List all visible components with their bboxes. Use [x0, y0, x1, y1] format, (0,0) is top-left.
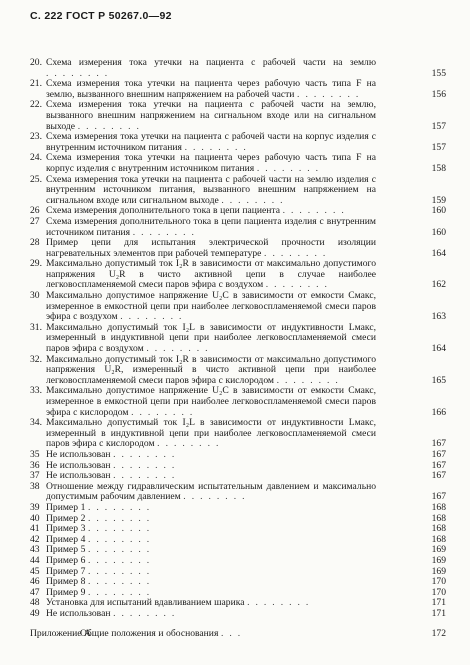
toc-entry [0, 323, 470, 355]
entry-title: Пример 1 ........ [46, 501, 156, 513]
entry-title: Пример 7 ........ [46, 565, 156, 577]
toc-entry [0, 132, 470, 153]
entry-title: Схема измерения тока утечки на пациента с рабочей части на землю изделия с внутренним источником питания, вызванного внешним напряжением на сигнальном входе или сигнальном выходе ........ [46, 173, 376, 206]
entry-page-number: 156 [431, 88, 446, 100]
entry-number: 37 [30, 470, 40, 482]
toc-entry [0, 386, 470, 418]
toc-entry [0, 79, 470, 100]
entry-number: 49 [30, 607, 40, 619]
entry-title: Пример 4 ........ [46, 533, 156, 545]
entry-page-number: 169 [431, 565, 446, 577]
appendix-title: Общие положения и обоснования ... [80, 628, 247, 640]
entry-title: Пример 3 ........ [46, 523, 156, 535]
toc-entry [0, 355, 470, 387]
entry-page-number: 167 [431, 470, 446, 482]
entry-page-number: 169 [431, 544, 446, 556]
entry-page-number: 168 [431, 512, 446, 524]
entry-title: Максимально допустимый ток I₂L в зависимости от индуктивности Lмакс, измеренный в индуктивной цепи при наиболее легковоспламеняемой смеси паров эфира с кислородом ........ [46, 417, 376, 450]
entry-number: 43 [30, 544, 40, 556]
entry-title: Пример 5 ........ [46, 544, 156, 556]
entry-page-number: 157 [431, 141, 446, 153]
entry-title: Не использован ........ [46, 448, 181, 460]
toc-entry [0, 175, 470, 207]
toc-entry [0, 259, 470, 291]
table-of-contents [0, 58, 470, 640]
entry-number: 47 [30, 586, 40, 598]
entry-number: 40 [30, 512, 40, 524]
entry-page-number: 164 [431, 247, 446, 259]
entry-number: 42 [30, 533, 40, 545]
entry-title: Максимально допустимое напряжение U₂C в зависимости от емкости Cмакс, измеренное в емкостной цепи при наиболее легковоспламеняемой смеси паров эфира с кислородом ........ [46, 385, 376, 418]
appendix-label: Приложение А [30, 628, 91, 640]
entry-number: 33. [30, 385, 42, 397]
entry-page-number: 160 [431, 226, 446, 238]
entry-title: Пример цепи для испытания электрической прочности изоляции нагревательных элементов при рабочей температуре ........ [46, 237, 376, 259]
entry-number: 45 [30, 565, 40, 577]
entry-number: 29. [30, 258, 42, 270]
entry-title: Пример 8 ........ [46, 576, 156, 588]
entry-title: Не использован ........ [46, 470, 181, 482]
entry-number: 39 [30, 501, 40, 513]
entry-page-number: 167 [431, 459, 446, 471]
entry-title: Пример 2 ........ [46, 512, 156, 524]
entry-page-number: 166 [431, 406, 446, 418]
entry-number: 25. [30, 173, 42, 185]
entry-title: Максимально допустимый ток I₂R в зависимости от максимально допустимого напряжения U₂R, измеренный в чисто активной цепи при наиболее легковоспламеняемой смеси паров эфира с кислородом ........ [46, 353, 376, 386]
entry-number: 44 [30, 554, 40, 566]
toc-entry [0, 291, 470, 323]
entry-number: 23. [30, 131, 42, 143]
entry-number: 26 [30, 205, 40, 217]
appendix-entry [0, 629, 470, 640]
entry-number: 34. [30, 417, 42, 429]
toc-entry [0, 217, 470, 238]
entry-number: 35 [30, 448, 40, 460]
toc-entry [0, 153, 470, 174]
entry-page-number: 167 [431, 448, 446, 460]
entry-page-number: 159 [431, 194, 446, 206]
entry-page-number: 158 [431, 162, 446, 174]
entry-number: 22. [30, 99, 42, 111]
entry-title: Установка для испытаний вдавливанием шарика ........ [46, 597, 315, 609]
entry-title: Не использован ........ [46, 607, 181, 619]
entry-title: Схема измерения тока утечки на пациента через рабочую часть типа F на землю, вызванного внешним напряжением на рабочей части ........ [46, 78, 376, 100]
entry-title: Отношение между гидравлическим испытательным давлением и максимально допустимым рабочим давлением ........ [46, 480, 376, 503]
toc-entry [0, 58, 470, 79]
toc-entry [0, 238, 470, 259]
entry-title: Максимально допустимый ток I₂R в зависимости от максимально допустимого напряжения U₂R в чисто активной цепи в случае наиболее легковоспламеняемой смеси паров эфира с воздухом ........ [46, 258, 376, 291]
entry-page-number: 165 [431, 374, 446, 386]
entry-number: 32. [30, 353, 42, 365]
entry-page-number: 164 [431, 343, 446, 355]
toc-entry [0, 418, 470, 450]
entry-page-number: 162 [431, 279, 446, 291]
entry-number: 27 [30, 215, 40, 227]
entry-page-number: 157 [431, 120, 446, 132]
entry-page-number: 170 [431, 586, 446, 598]
entry-page-number: 171 [431, 597, 446, 609]
appendix-page-number: 172 [431, 628, 446, 640]
entry-title: Схема измерения тока утечки на пациента через рабочую часть типа F на корпус изделия с внутренним источником питания ........ [46, 152, 376, 174]
entry-page-number: 168 [431, 533, 446, 545]
entry-title: Схема измерения тока утечки на пациента с рабочей части на корпус изделия с внутренним источником питания ........ [46, 131, 376, 153]
entry-number: 20. [30, 57, 42, 68]
entry-page-number: 167 [431, 491, 446, 503]
entry-page-number: 171 [431, 607, 446, 619]
entry-number: 46 [30, 576, 40, 588]
toc-entry [0, 609, 470, 620]
entry-title: Схема измерения тока утечки на пациента с рабочей части на землю, вызванного внешним напряжением на сигнальном входе или на сигнальном выходе ........ [46, 99, 376, 132]
toc-entry [0, 482, 470, 503]
entry-title: Схема измерения тока утечки на пациента с рабочей части на землю ........ [46, 57, 376, 79]
entry-number: 30 [30, 290, 40, 302]
entry-title: Максимально допустимое напряжение U₂C в зависимости от емкости Cмакс, измеренное в емкостной цепи при наиболее легковоспламеняемой смеси паров эфира с воздухом ........ [46, 290, 376, 323]
entry-page-number: 167 [431, 438, 446, 450]
entry-title: Схема измерения дополнительного тока в цепи пациента ........ [46, 205, 350, 217]
entry-number: 24. [30, 152, 42, 164]
entry-page-number: 163 [431, 311, 446, 323]
entry-number: 36 [30, 459, 40, 471]
entry-page-number: 169 [431, 554, 446, 566]
page-header: С. 222 ГОСТ Р 50267.0—92 [30, 10, 172, 22]
entry-number: 28 [30, 237, 40, 249]
entry-number: 21. [30, 78, 42, 90]
toc-entry [0, 100, 470, 132]
entry-number: 38 [30, 480, 40, 492]
entry-title: Схема измерения дополнительного тока в цепи пациента изделия с внутренним источником питания ........ [46, 215, 376, 238]
entry-title: Пример 9 ........ [46, 586, 156, 598]
entry-page-number: 160 [431, 205, 446, 217]
entry-title: Пример 6 ........ [46, 554, 156, 566]
entry-page-number: 168 [431, 501, 446, 513]
entry-number: 31. [30, 321, 42, 333]
entry-page-number: 170 [431, 576, 446, 588]
entry-page-number: 155 [431, 67, 446, 79]
entry-title: Не использован ........ [46, 459, 181, 471]
entry-number: 48 [30, 597, 40, 609]
entry-number: 41 [30, 523, 40, 535]
entry-page-number: 168 [431, 523, 446, 535]
entry-title: Максимально допустимый ток I₂L в зависимости от индуктивности Lмакс, измеренный в индуктивной цепи при наиболее легковоспламеняемой смеси паров эфира с воздухом ........ [46, 321, 376, 355]
